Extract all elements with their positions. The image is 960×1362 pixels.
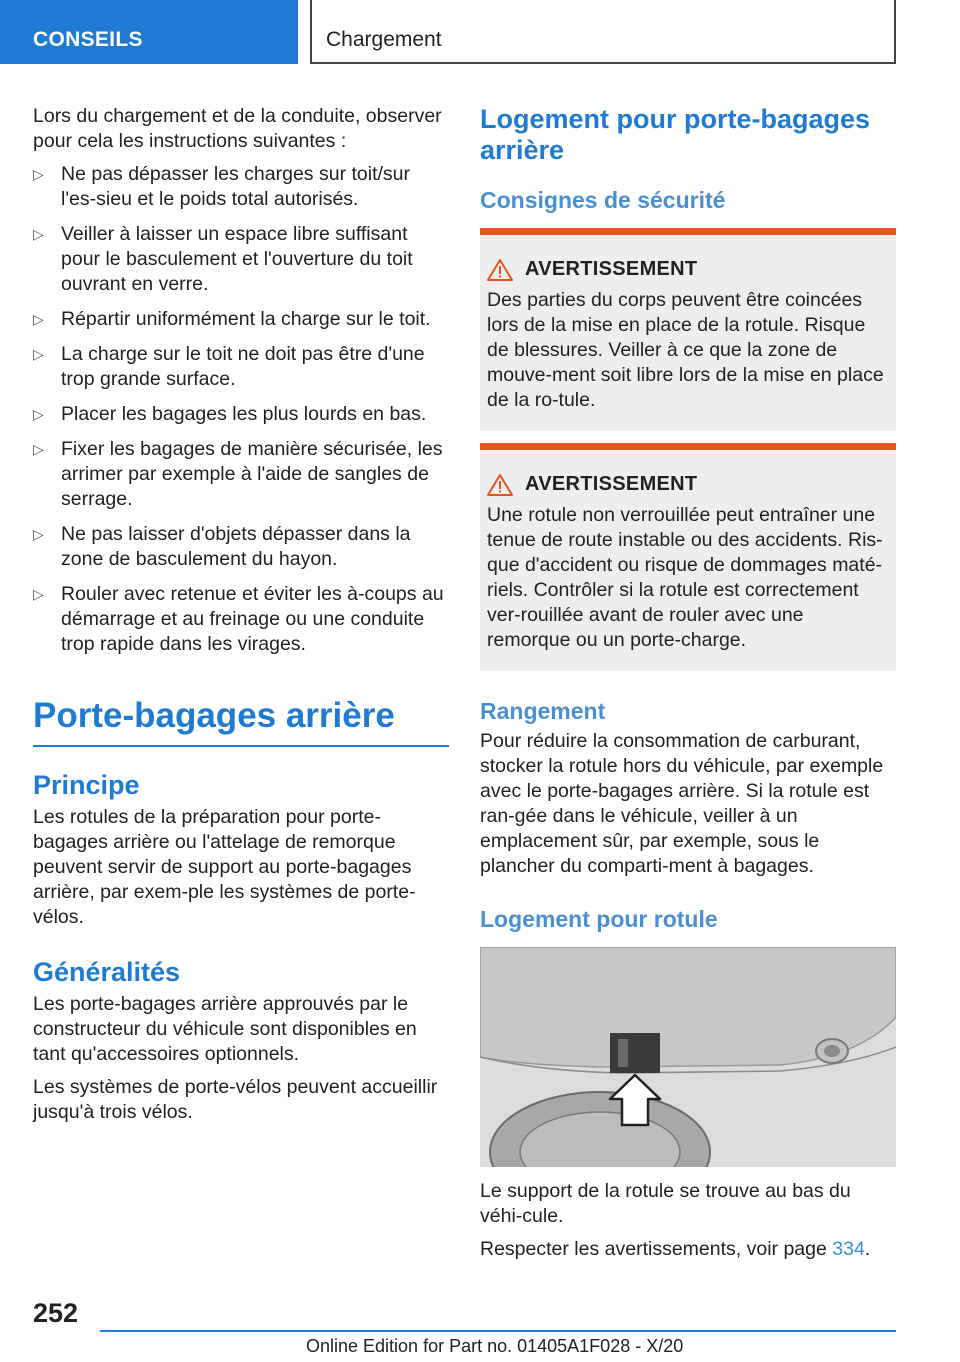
intro-paragraph: Lors du chargement et de la conduite, observer pour cela les instructions suivantes : bbox=[33, 105, 442, 152]
figure-caption: Le support de la rotule se trouve au bas du véhi-cule. bbox=[480, 1180, 851, 1227]
list-item: ▷ Placer les bagages les plus lourds en bas. bbox=[33, 403, 427, 425]
triangle-bullet-icon: ▷ bbox=[33, 311, 44, 327]
page-reference-link[interactable]: 334 bbox=[832, 1238, 865, 1260]
triangle-bullet-icon: ▷ bbox=[33, 406, 44, 422]
principe-heading: Principe bbox=[33, 770, 140, 800]
warning-text: Des parties du corps peuvent être coincées lors de la mise en place de la rotule. Risque de blessures. Veiller à ce que la zone de mouve-ment soit libre lors de la mise en place de la ro-tule. bbox=[487, 289, 884, 411]
footer-divider bbox=[100, 1330, 896, 1332]
triangle-bullet-icon: ▷ bbox=[33, 441, 44, 457]
footer-edition: Online Edition for Part no. 01405A1F028 - X/20 bbox=[306, 1336, 684, 1356]
list-item: ▷ Ne pas laisser d'objets dépasser dans la zone de basculement du hayon. bbox=[33, 523, 411, 570]
warning-title: AVERTISSEMENT bbox=[525, 473, 698, 495]
rangement-heading: Rangement bbox=[480, 698, 606, 724]
list-item: ▷ Ne pas dépasser les charges sur toit/sur l'es-sieu et le poids total autorisés. bbox=[33, 163, 411, 210]
section-title: Porte-bagages arrière bbox=[33, 695, 449, 747]
generalites-heading: Généralités bbox=[33, 957, 181, 987]
list-item: ▷ La charge sur le toit ne doit pas être d'une trop grande surface. bbox=[33, 343, 425, 390]
list-item: ▷ Rouler avec retenue et éviter les à-coups au démarrage et au freinage ou une conduite trop rapide dans les virages. bbox=[33, 583, 444, 655]
warning-title: AVERTISSEMENT bbox=[525, 258, 698, 280]
logement-title: Logement pour porte-bagages arrière bbox=[480, 104, 871, 165]
warning-triangle-icon bbox=[487, 474, 513, 496]
warning-text: Une rotule non verrouillée peut entraîner une tenue de route instable ou des accidents. Ris-que d'accident ou risque de dommages maté-riels. Contrôler si la rotule est correctement ver-rouillée avant de rouler avec une remorque ou un porte-charge. bbox=[487, 504, 883, 651]
triangle-bullet-icon: ▷ bbox=[33, 346, 44, 362]
header-section-tab: CONSEILS bbox=[0, 0, 298, 64]
list-item: ▷ Répartir uniformément la charge sur le toit. bbox=[33, 308, 431, 330]
see-page-paragraph: Respecter les avertissements, voir page 334. bbox=[480, 1238, 871, 1260]
warning-triangle-icon bbox=[487, 259, 513, 281]
right-column bbox=[480, 104, 896, 1270]
principe-paragraph: Les rotules de la préparation pour porte-bagages arrière ou l'attelage de remorque peuvent servir de support au porte-bagages arrière, par exem-ple les systèmes de porte-vélos. bbox=[33, 806, 416, 928]
triangle-bullet-icon: ▷ bbox=[33, 166, 44, 182]
warning-box-1 bbox=[480, 228, 896, 431]
vehicle-underbody-illustration bbox=[480, 947, 896, 1167]
header-chapter-title: Chargement bbox=[310, 0, 896, 64]
generalites-paragraph-1: Les porte-bagages arrière approuvés par le constructeur du véhicule sont disponibles en tant qu'accessoires optionnels. bbox=[33, 993, 417, 1065]
safety-heading: Consignes de sécurité bbox=[480, 187, 726, 213]
list-item: ▷ Veiller à laisser un espace libre suffisant pour le basculement et l'ouverture du toit ouvrant en verre. bbox=[33, 223, 413, 295]
triangle-bullet-icon: ▷ bbox=[33, 526, 44, 542]
warning-box-2 bbox=[480, 443, 896, 671]
page-number: 252 bbox=[33, 1298, 79, 1328]
instruction-list bbox=[33, 162, 449, 657]
triangle-bullet-icon: ▷ bbox=[33, 226, 44, 242]
generalites-paragraph-2: Les systèmes de porte-vélos peuvent accueillir jusqu'à trois vélos. bbox=[33, 1076, 438, 1123]
logement-rotule-heading: Logement pour rotule bbox=[480, 906, 718, 932]
triangle-bullet-icon: ▷ bbox=[33, 586, 44, 602]
list-item: ▷ Fixer les bagages de manière sécurisée, les arrimer par exemple à l'aide de sangles de serrage. bbox=[33, 438, 443, 510]
tow-ball-mount-figure bbox=[480, 947, 896, 1167]
left-column bbox=[33, 104, 449, 1133]
rangement-paragraph: Pour réduire la consommation de carburant, stocker la rotule hors du véhicule, par exemple avec le porte-bagages arrière. Si la rotule est ran-gée dans le véhicule, veiller à un emplacement sûr, par exemple, sous le plancher du comparti-ment à bagages. bbox=[480, 730, 884, 877]
